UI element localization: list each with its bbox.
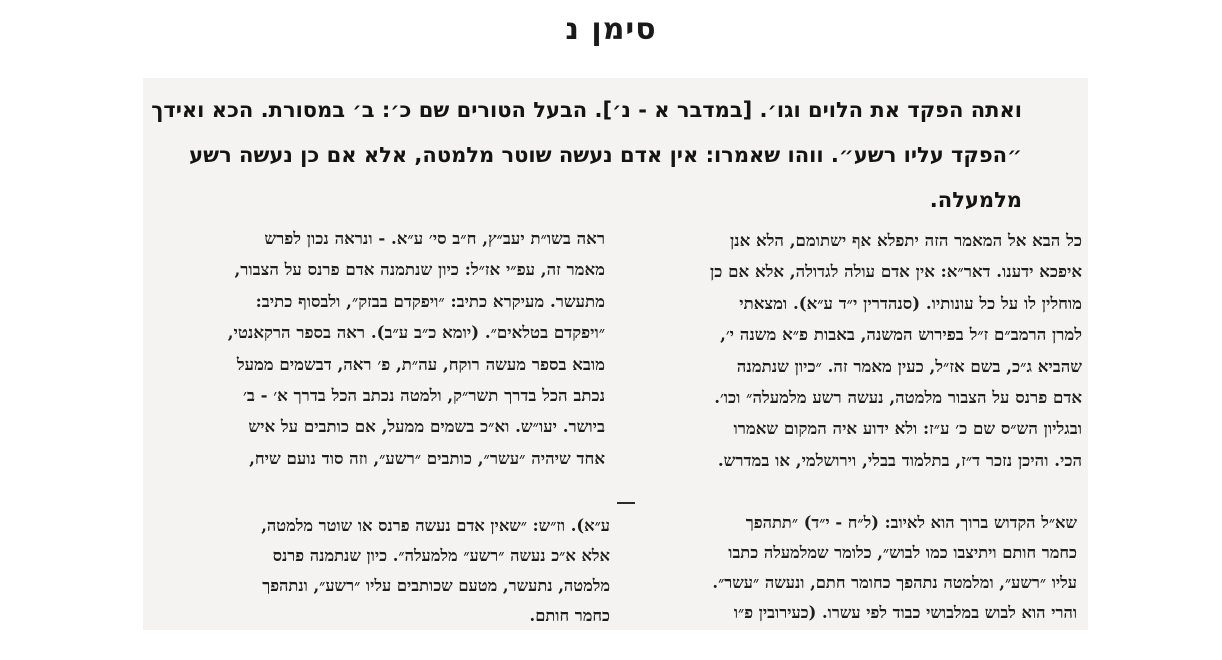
right-column-bottom [632,508,1077,628]
right-column-top [627,225,1082,476]
text-line: כחמר חותם. [529,606,610,625]
text-line: אדם פרנס על הצבור מלמטה, נעשה רשע מלמעלה״ וכו׳. [714,387,1082,408]
text-line: מובא בספר מעשה רוקח, עה״ת, פ׳ ראה, דבשמים ממעל [236,353,605,374]
text-line: כל הבא אל המאמר הזה יתפלא אף ישתומם, הלא אנן [729,230,1082,250]
text-line: ראה בשו״ת יעב״ץ, ח״ב סי׳ ע״א. - ונראה נכון לפרש [264,228,605,248]
text-line: איפכא ידענו. דאר״א: אין אדם עולה לגדולה, אלא אם כן [710,261,1082,282]
text-line: נכתב הכל בדרך תשר״ק, ולמטה נכתב הכל בדרך א׳ - ב׳ [242,385,605,406]
page-title: סימן נ [565,12,657,47]
text-line: מלמטה, נתעשר, מטעם שכותבים עליו ״רשע״, ונתהפך [262,576,610,595]
column-divider-mark [617,502,635,504]
text-line: ובגליון הש״ס שם כ׳ ע״ז: ולא ידוע איה המקום שאמרו [733,418,1082,439]
text-line: שהביא ג״כ, בשם אז״ל, כעין מאמר זה. ״כיון שנתמנה [736,355,1082,376]
text-line: ביושר. יעו״ש. וא״כ בשמים ממעל, אם כותבים על איש [248,416,605,437]
text-line: עליו ״רשע״, ומלמטה נתהפך כחומר חתם, ונעשה ״עשר״. [712,573,1077,592]
intro-line: מלמעלה. [929,188,1022,212]
text-line: כחמר חותם ויתיצבו כמו לבוש״, כלומר שמלמעלה כתבו [728,543,1077,562]
left-column-bottom [168,511,610,631]
text-line: והרי הוא לבוש במלבושי כבוד לפי עשרו. (כעירובין פ״ו [733,603,1077,622]
text-line: אלא א״כ נעשה ״רשע״ מלמעלה״. כיון שנתמנה פרנס [272,546,610,565]
text-line: שא״ל הקדוש ברוך הוא לאיוב: (ל״ח - י״ד) ״תתהפך [745,513,1077,532]
intro-paragraph [151,88,1022,223]
text-line: ע״א). וז״ש: ״שאין אדם נעשה פרנס או שוטר מלמטה, [261,516,610,535]
text-line: אחד שיהיה ״עשר״, כותבים ״רשע״, וזה סוד נועם שיח, [249,447,605,468]
text-line: ״ויפקדם בטלאים״. (יומא כ״ב ע״ב). ראה בספר הרקאנטי, [227,322,605,343]
text-line: למרן הרמב״ם ז״ל בפירוש המשנה, באבות פ״א משנה י׳, [720,324,1082,345]
text-line: הכי. והיכן נזכר ד״ז, בתלמוד בבלי, וירושלמי, או במדרש. [717,449,1082,470]
text-line: מוחלין לו על כל עונותיו. (סנהדרין י״ד ע״א). ומצאתי [739,292,1082,313]
text-line: מתעשר. מעיקרא כתיב: ״ויפקדם בבזק״, ולבסוף כתיב: [255,290,605,311]
intro-line: ״הפקד עליו רשע״. ווהו שאמרו: אין אדם נעשה שוטר מלמטה, אלא אם כן נעשה רשע [189,143,1022,167]
text-line: מאמר זה, עפ״י אז״ל: כיון שנתמנה אדם פרנס על הצבור, [234,259,605,280]
left-column-top [150,223,605,474]
intro-line: ואתה הפקד את הלוים וגו׳. [במדבר א - נ׳]. הבעל הטורים שם כ׳: ב׳ במסורת. הכא ואידך [151,98,1022,122]
